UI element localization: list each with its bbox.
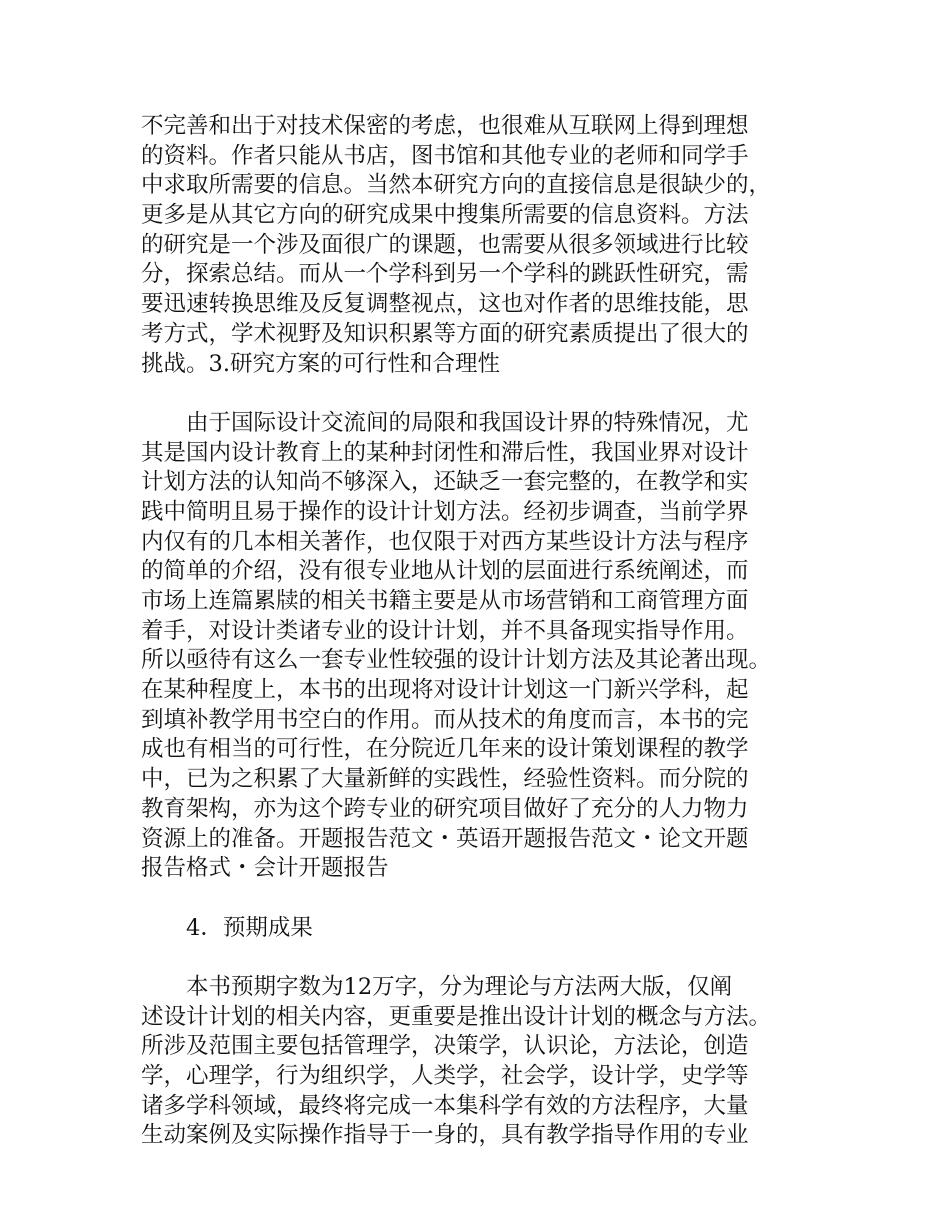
- text-line: 要迅速转换思维及反复调整视点，这也对作者的思维技能，思: [141, 291, 749, 318]
- document-page: [141, 112, 821, 1151]
- text-line: 中求取所需要的信息。当然本研究方向的直接信息是很缺少的，: [141, 172, 772, 199]
- text-line: 挑战。3.研究方案的可行性和合理性: [141, 350, 500, 377]
- text-line: 的资料。作者只能从书店，图书馆和其他专业的老师和同学手: [141, 142, 749, 169]
- text-line: 成也有相当的可行性，在分院近几年来的设计策划课程的教学: [141, 736, 749, 763]
- text-line: 的研究是一个涉及面很广的课题，也需要从很多领域进行比较: [141, 231, 749, 258]
- text-line: 不完善和出于对技术保密的考虑，也很难从互联网上得到理想: [141, 113, 749, 139]
- text-line: 分，探索总结。而从一个学科到另一个学科的跳跃性研究，需: [141, 261, 749, 288]
- text-line: 其是国内设计教育上的某种封闭性和滞后性，我国业界对设计: [141, 439, 749, 466]
- text-line: 学，心理学，行为组织学，人类学，社会学，设计学，史学等: [141, 1063, 749, 1089]
- section-heading: 4．预期成果: [186, 914, 313, 941]
- text-line: 着手，对设计类诸专业的设计计划，并不具备现实指导作用。: [141, 617, 749, 644]
- text-line: 的简单的介绍，没有很专业地从计划的层面进行系统阐述，而: [141, 558, 749, 585]
- text-line: 市场上连篇累牍的相关书籍主要是从市场营销和工商管理方面: [141, 588, 749, 614]
- paragraph-spacer: [141, 943, 821, 973]
- text-line: 计划方法的认知尚不够深入，还缺乏一套完整的，在教学和实: [141, 469, 749, 496]
- text-line: 更多是从其它方向的研究成果中搜集所需要的信息资料。方法: [141, 202, 749, 229]
- paragraph-feasibility: [141, 409, 821, 884]
- text-line: 诸多学科领域，最终将完成一本集科学有效的方法程序，大量: [141, 1092, 749, 1119]
- text-line: 践中简明且易于操作的设计计划方法。经初步调查，当前学界: [141, 498, 749, 525]
- paragraph-expected-results: [141, 973, 821, 1151]
- text-line: 所涉及范围主要包括管理学，决策学，认识论，方法论，创造: [141, 1033, 749, 1060]
- paragraph-research-difficulty: [141, 112, 821, 379]
- text-line: 教育架构，亦为这个跨专业的研究项目做好了充分的人力物力: [141, 795, 749, 822]
- text-line: 由于国际设计交流间的局限和我国设计界的特殊情况，尤: [186, 409, 749, 436]
- text-line: 考方式，学术视野及知识积累等方面的研究素质提出了很大的: [141, 320, 749, 347]
- text-line: 生动案例及实际操作指导于一身的，具有教学指导作用的专业: [141, 1122, 749, 1149]
- text-line: 到填补教学用书空白的作用。而从技术的角度而言，本书的完: [141, 706, 749, 733]
- text-line: 在某种程度上，本书的出现将对设计计划这一门新兴学科，起: [141, 677, 749, 704]
- text-line: 资源上的准备。开题报告范文・英语开题报告范文・论文开题: [141, 825, 749, 852]
- paragraph-spacer: [141, 379, 821, 409]
- text-line: 中，已为之积累了大量新鲜的实践性，经验性资料。而分院的: [141, 766, 749, 793]
- text-line: 本书预期字数为12万字，分为理论与方法两大版，仅阐: [186, 973, 733, 1000]
- paragraph-spacer: [141, 884, 821, 914]
- section-heading-expected-results: [141, 914, 821, 944]
- text-line: 报告格式・会计开题报告: [141, 855, 389, 882]
- text-line: 述设计计划的相关内容，更重要是推出设计计划的概念与方法。: [141, 1003, 772, 1030]
- text-line: 所以亟待有这么一套专业性较强的设计计划方法及其论著出现。: [141, 647, 772, 674]
- text-line: 内仅有的几本相关著作，也仅限于对西方某些设计方法与程序: [141, 528, 749, 555]
